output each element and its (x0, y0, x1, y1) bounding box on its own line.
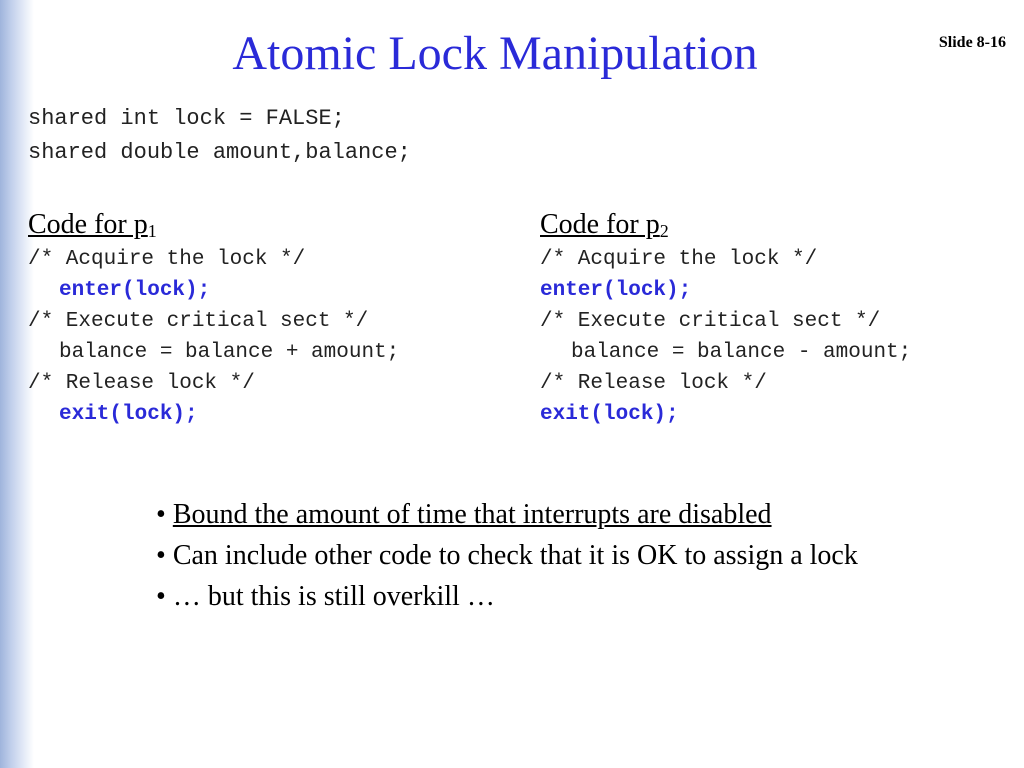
p2-critical-statement: balance = balance - amount; (571, 341, 912, 364)
p2-exit-call: exit(lock); (540, 403, 679, 426)
bullet-item-3 (156, 576, 936, 617)
shared-declarations (28, 102, 411, 170)
p1-comment-release: /* Release lock */ (28, 372, 255, 395)
bullet-marker: • (156, 581, 173, 612)
bullet-marker: • (156, 540, 173, 571)
bullet-marker: • (156, 499, 173, 530)
p1-critical-statement: balance = balance + amount; (59, 341, 400, 364)
code-column-p1 (28, 206, 399, 430)
bullet-text-3: … but this is still overkill … (172, 581, 495, 612)
p1-comment-execute: /* Execute critical sect */ (28, 310, 369, 333)
code-heading-p2-subscript: 2 (659, 221, 669, 241)
declaration-amount-balance: shared double amount,balance; (28, 140, 411, 165)
p1-comment-acquire: /* Acquire the lock */ (28, 248, 306, 271)
code-heading-p2-text: Code for p (540, 209, 660, 240)
bullet-item-2 (156, 535, 936, 576)
bullet-item-1 (156, 494, 936, 535)
code-heading-p1 (28, 206, 399, 244)
code-heading-p1-text: Code for p (28, 209, 148, 240)
p1-exit-call: exit(lock); (59, 403, 198, 426)
slide-number: Slide 8-16 (938, 34, 1006, 51)
p2-comment-execute: /* Execute critical sect */ (540, 310, 881, 333)
slide-title: Atomic Lock Manipulation (232, 27, 758, 80)
p2-comment-acquire: /* Acquire the lock */ (540, 248, 818, 271)
declaration-lock: shared int lock = FALSE; (28, 106, 345, 131)
p1-enter-call: enter(lock); (59, 279, 211, 302)
bullet-text-2: Can include other code to check that it is OK to assign a lock (172, 540, 858, 571)
code-heading-p1-subscript: 1 (147, 221, 157, 241)
bullet-text-1: Bound the amount of time that interrupts are disabled (172, 499, 772, 530)
bullet-list (156, 494, 936, 617)
code-heading-p2 (540, 206, 911, 244)
p2-enter-call: enter(lock); (540, 279, 692, 302)
p2-comment-release: /* Release lock */ (540, 372, 767, 395)
code-column-p2 (540, 206, 911, 430)
